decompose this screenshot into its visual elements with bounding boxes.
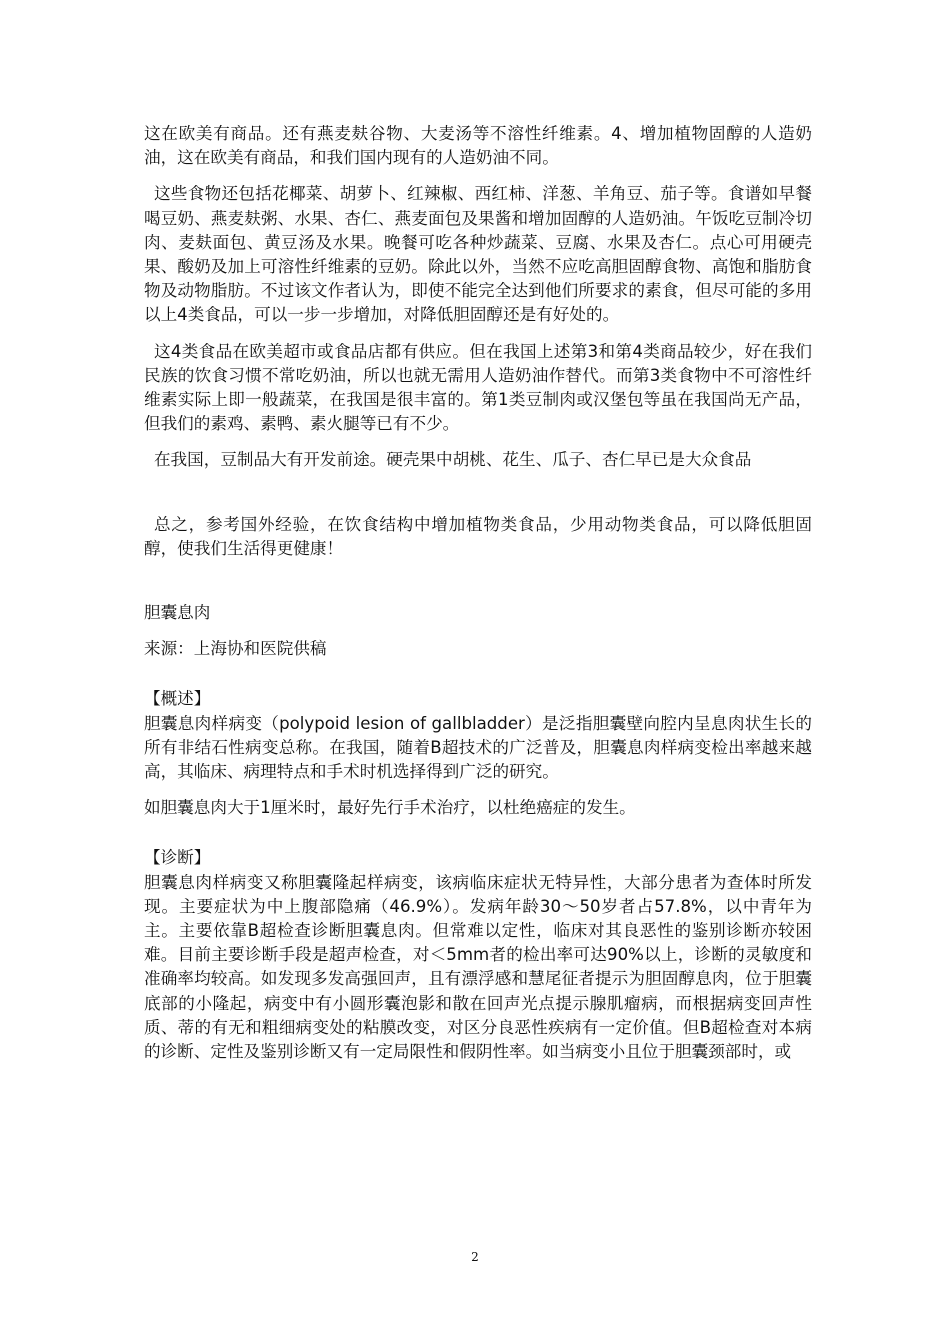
paragraph-availability: 这4类食品在欧美超市或食品店都有供应。但在我国上述第3和第4类商品较少，好在我们民族的饮食习惯不常吃奶油，所以也就无需用人造奶油作替代。而第3类食物中不可溶性纤维素实际上即一般蔬菜，在我国是很丰富的。第1类豆制肉或汉堡包等虽在我国尚无产品，但我们的素鸡、素鸭、素火腿等已有不少。 — [144, 341, 812, 434]
overview-note: 如胆囊息肉大于1厘米时，最好先行手术治疗，以杜绝癌症的发生。 — [144, 798, 636, 818]
paragraph-conclusion: 总之，参考国外经验，在饮食结构中增加植物类食品，少用动物类食品，可以降低胆固醇，使我们生活得更健康！ — [144, 514, 812, 558]
article-source: 来源：上海协和医院供稿 — [144, 639, 327, 659]
diagnosis-body: 胆囊息肉样病变又称胆囊隆起样病变，该病临床症状无特异性，大部分患者为查体时所发现。主要症状为中上腹部隐痛（46.9%）。发病年龄30～50岁者占57.8%，以中青年为主。主要依靠B超检查诊断胆囊息肉。但常难以定性，临床对其良恶性的鉴别诊断亦较困难。目前主要诊断手段是超声检查，对＜5mm者的检出率可达90%以上，诊断的灵敏度和准确率均较高。如发现多发高强回声，且有漂浮感和慧尾征者提示为胆固醇息肉，位于胆囊底部的小隆起，病变中有小圆形囊泡影和散在回声光点提示腺肌瘤病，而根据病变回声性质、蒂的有无和粗细病变处的粘膜改变，对区分良恶性疾病有一定价值。但B超检查对本病的诊断、定性及鉴别诊断又有一定局限性和假阴性率。如当病变小且位于胆囊颈部时，或 — [144, 872, 812, 1062]
article-title: 胆囊息肉 — [144, 603, 211, 623]
page-body — [144, 122, 812, 1064]
overview-body: 胆囊息肉样病变（polypoid lesion of gallbladder）是泛指胆囊壁向腔内呈息肉状生长的所有非结石性病变总称。在我国，随着B超技术的广泛普及，胆囊息肉样病变检出率越来越高，其临床、病理特点和手术时机选择得到广泛的研究。 — [144, 713, 812, 782]
paragraph-plant-sterol-margarine: 这在欧美有商品。还有燕麦麸谷物、大麦汤等不溶性纤维素。4、增加植物固醇的人造奶油，这在欧美有商品，和我们国内现有的人造奶油不同。 — [144, 124, 812, 168]
paragraph-food-list: 这些食物还包括花椰菜、胡萝卜、红辣椒、西红柿、洋葱、羊角豆、茄子等。食谱如早餐喝豆奶、燕麦麸粥、水果、杏仁、燕麦面包及果酱和增加固醇的人造奶油。午饭吃豆制冷切肉、麦麸面包、黄豆汤及水果。晚餐可吃各种炒蔬菜、豆腐、水果及杏仁。点心可用硬壳果、酸奶及加上可溶性纤维素的豆奶。除此以外，当然不应吃高胆固醇食物、高饱和脂肪食物及动物脂肪。不过该文作者认为，即使不能完全达到他们所要求的素食，但尽可能的多用以上4类食品，可以一步一步增加，对降低胆固醇还是有好处的。 — [144, 184, 812, 325]
section-heading-diagnosis: 【诊断】 — [144, 848, 211, 868]
page-number: 2 — [471, 1250, 479, 1264]
paragraph-soy-products: 在我国，豆制品大有开发前途。硬壳果中胡桃、花生、瓜子、杏仁早已是大众食品 — [153, 450, 752, 470]
section-heading-overview: 【概述】 — [144, 689, 211, 709]
